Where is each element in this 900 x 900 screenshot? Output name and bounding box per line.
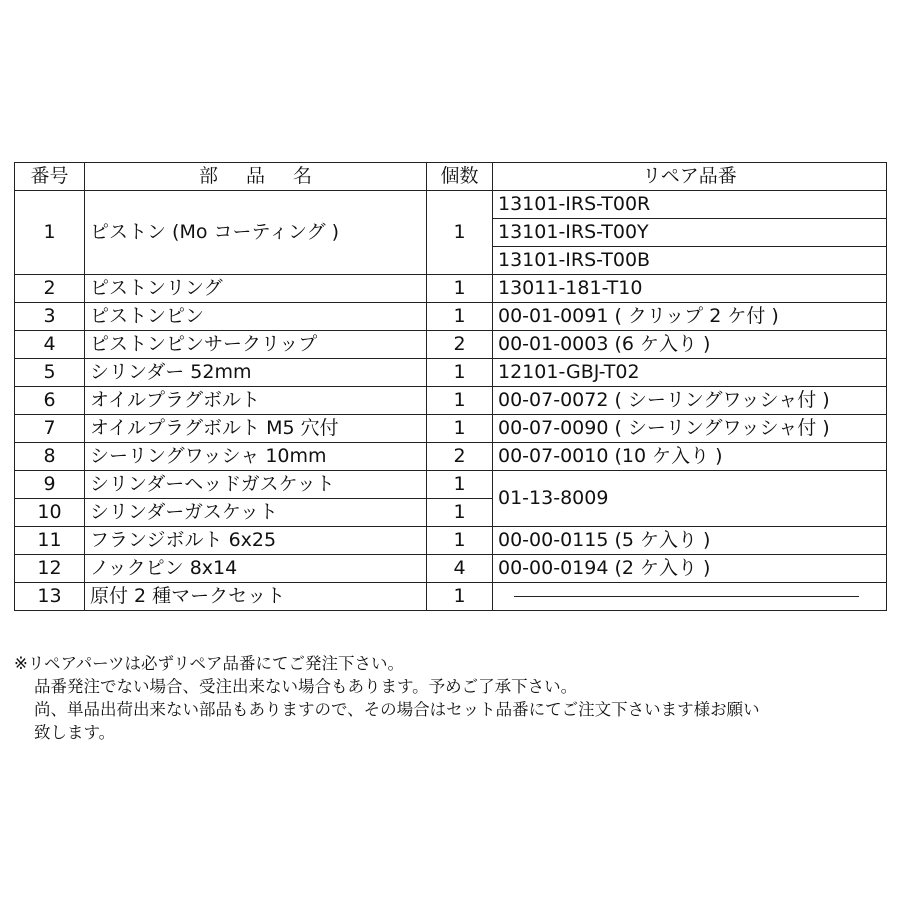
row-part-name: オイルプラグボルト bbox=[85, 387, 427, 415]
row-number: 4 bbox=[15, 331, 85, 359]
row-repair-code: 00-01-0091 ( クリップ 2 ケ付 ) bbox=[493, 303, 887, 331]
row-part-name: ノックピン 8x14 bbox=[85, 555, 427, 583]
row-quantity: 1 bbox=[427, 275, 493, 303]
table-row bbox=[15, 387, 887, 415]
row-number: 8 bbox=[15, 443, 85, 471]
table-row bbox=[15, 415, 887, 443]
row-part-name: シーリングワッシャ 10mm bbox=[85, 443, 427, 471]
row-part-name: ピストンピン bbox=[85, 303, 427, 331]
table-row bbox=[15, 527, 887, 555]
row-number: 3 bbox=[15, 303, 85, 331]
table-row bbox=[15, 443, 887, 471]
row-part-name: シリンダーヘッドガスケット bbox=[85, 471, 427, 499]
parts-table bbox=[14, 162, 887, 611]
table-row bbox=[15, 275, 887, 303]
header-quantity: 個数 bbox=[427, 163, 493, 191]
table-header-row bbox=[15, 163, 887, 191]
row-number: 5 bbox=[15, 359, 85, 387]
row-repair-code-none bbox=[493, 583, 887, 611]
row-part-name: ピストンピンサークリップ bbox=[85, 331, 427, 359]
table-row bbox=[15, 331, 887, 359]
row-number: 10 bbox=[15, 499, 85, 527]
row-number: 13 bbox=[15, 583, 85, 611]
table-row bbox=[15, 303, 887, 331]
row-number: 11 bbox=[15, 527, 85, 555]
row-part-name: シリンダー 52mm bbox=[85, 359, 427, 387]
row-number: 9 bbox=[15, 471, 85, 499]
row-repair-code: 01-13-8009 bbox=[493, 471, 887, 527]
row-quantity: 1 bbox=[427, 583, 493, 611]
row-part-name: フランジボルト 6x25 bbox=[85, 527, 427, 555]
row-repair-code: 13101-IRS-T00Y bbox=[493, 219, 887, 247]
row-quantity: 1 bbox=[427, 415, 493, 443]
table-row bbox=[15, 471, 887, 499]
note-line: 致します。 bbox=[34, 723, 116, 742]
row-repair-code: 00-07-0010 (10 ケ入り ) bbox=[493, 443, 887, 471]
row-repair-code: 13101-IRS-T00R bbox=[493, 191, 887, 219]
row-repair-code: 00-00-0115 (5 ケ入り ) bbox=[493, 527, 887, 555]
row-repair-code: 13011-181-T10 bbox=[493, 275, 887, 303]
row-quantity: 1 bbox=[427, 303, 493, 331]
row-quantity: 2 bbox=[427, 443, 493, 471]
row-repair-code: 00-07-0072 ( シーリングワッシャ付 ) bbox=[493, 387, 887, 415]
row-quantity: 1 bbox=[427, 191, 493, 275]
row-part-name: 原付 2 種マークセット bbox=[85, 583, 427, 611]
row-repair-code: 00-01-0003 (6 ケ入り ) bbox=[493, 331, 887, 359]
table-row bbox=[15, 583, 887, 611]
row-repair-code: 00-00-0194 (2 ケ入り ) bbox=[493, 555, 887, 583]
row-repair-code: 13101-IRS-T00B bbox=[493, 247, 887, 275]
row-part-name: オイルプラグボルト M5 穴付 bbox=[85, 415, 427, 443]
row-number: 2 bbox=[15, 275, 85, 303]
row-quantity: 1 bbox=[427, 499, 493, 527]
header-part-name: 部品名 bbox=[85, 163, 427, 191]
row-quantity: 1 bbox=[427, 359, 493, 387]
note-line: 尚、単品出荷出来ない部品もありますので、その場合はセット品番にてご注文下さいます様お願い bbox=[34, 700, 760, 719]
table-row bbox=[15, 555, 887, 583]
table-row bbox=[15, 191, 887, 219]
row-quantity: 1 bbox=[427, 387, 493, 415]
row-repair-code: 00-07-0090 ( シーリングワッシャ付 ) bbox=[493, 415, 887, 443]
row-part-name: ピストン (Mo コーティング ) bbox=[85, 191, 427, 275]
note-line: 品番発注でない場合、受注出来ない場合もあります。予めご了承下さい。 bbox=[34, 677, 578, 696]
row-part-name: シリンダーガスケット bbox=[85, 499, 427, 527]
header-repair-code: リペア品番 bbox=[493, 163, 887, 191]
row-quantity: 4 bbox=[427, 555, 493, 583]
header-number: 番号 bbox=[15, 163, 85, 191]
row-number: 1 bbox=[15, 191, 85, 275]
row-number: 12 bbox=[15, 555, 85, 583]
order-notes bbox=[14, 652, 886, 744]
no-code-dash-line bbox=[514, 596, 859, 597]
note-line: ※リペアパーツは必ずリペア品番にてご発注下さい。 bbox=[14, 654, 405, 673]
row-part-name: ピストンリング bbox=[85, 275, 427, 303]
row-quantity: 2 bbox=[427, 331, 493, 359]
row-repair-code: 12101-GBJ-T02 bbox=[493, 359, 887, 387]
table-row bbox=[15, 359, 887, 387]
row-number: 7 bbox=[15, 415, 85, 443]
row-quantity: 1 bbox=[427, 527, 493, 555]
row-quantity: 1 bbox=[427, 471, 493, 499]
row-number: 6 bbox=[15, 387, 85, 415]
